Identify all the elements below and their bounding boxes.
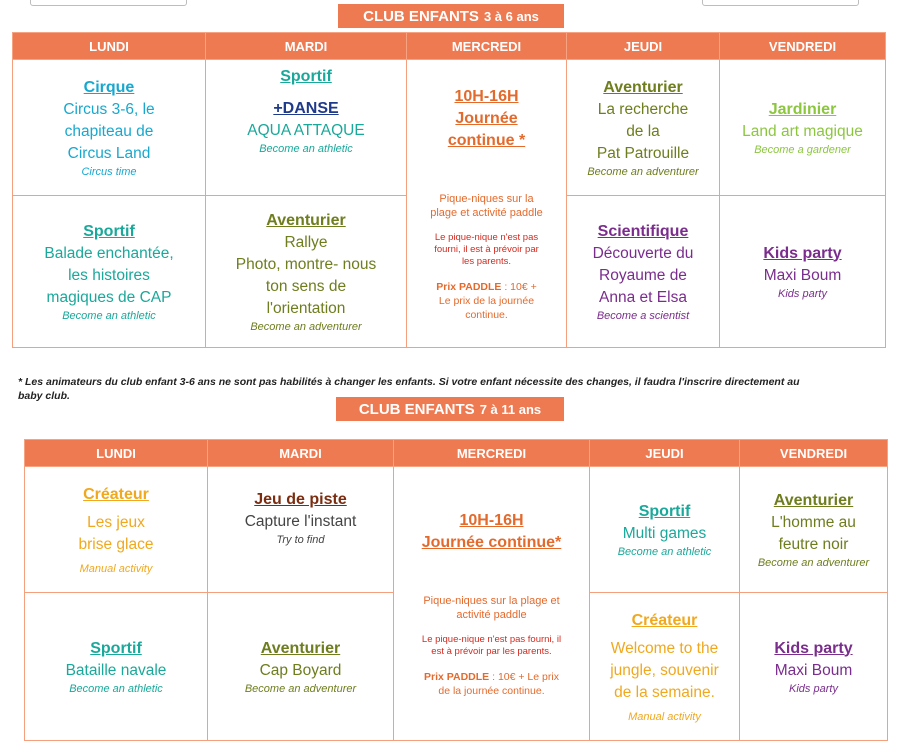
activity-description: feutre noir bbox=[778, 535, 849, 553]
header-jeudi: JEUDI bbox=[567, 33, 720, 60]
activity-description: ton sens de bbox=[265, 277, 347, 295]
wednesday-notice: Le pique-nique n'est pas fourni, il bbox=[421, 633, 562, 645]
activity-description: chapiteau de bbox=[64, 122, 154, 140]
wednesday-notice: fourni, il est à prévoir par bbox=[434, 243, 539, 255]
wednesday-hours: 10H-16H bbox=[459, 511, 524, 529]
wednesday-paddle-note: continue. bbox=[465, 308, 508, 321]
activity-english: Manual activity bbox=[79, 562, 153, 575]
wednesday-notice: les parents. bbox=[461, 255, 512, 267]
table-header-row bbox=[13, 33, 886, 60]
table-header-row bbox=[25, 440, 888, 467]
activity-description: les histoires bbox=[68, 266, 150, 284]
wednesday-hours: 10H-16H bbox=[454, 87, 519, 105]
activity-english: Become a scientist bbox=[596, 309, 690, 322]
wednesday-picnic: plage et activité paddle bbox=[430, 206, 543, 219]
activity-cell-mercredi bbox=[407, 60, 567, 348]
activity-category: Scientifique bbox=[597, 222, 689, 240]
wednesday-notice: Le pique-nique n'est pas bbox=[434, 231, 539, 243]
activity-cell-lundi bbox=[13, 196, 206, 348]
header-lundi: LUNDI bbox=[13, 33, 206, 60]
activity-category: Aventurier bbox=[603, 78, 683, 96]
activity-cell-jeudi bbox=[590, 467, 740, 593]
activity-english: Become an adventurer bbox=[250, 320, 362, 333]
activity-description: Royaume de bbox=[599, 266, 687, 284]
footnote-text: * Les animateurs du club enfant 3-6 ans ne sont pas habilités à changer les enfants. Si votre enfant nécessite des changes, il faudra l'inscrire directement au baby club. bbox=[18, 376, 800, 402]
top-left-frame bbox=[30, 0, 187, 6]
activity-description: Multi games bbox=[622, 524, 707, 542]
schedule-table-3-6 bbox=[12, 32, 886, 348]
activity-description: Rallye bbox=[284, 233, 328, 251]
activity-description: Bataille navale bbox=[65, 661, 167, 679]
activity-description: Les jeux bbox=[87, 513, 145, 531]
activity-english: Become an athletic bbox=[617, 545, 712, 558]
header-mardi: MARDI bbox=[208, 440, 394, 467]
club-7-11-age: 7 à 11 ans bbox=[479, 401, 542, 417]
activity-cell-vendredi bbox=[720, 196, 886, 348]
wednesday-paddle-price bbox=[410, 280, 563, 294]
activity-cell-mercredi bbox=[394, 467, 590, 741]
activity-description: Welcome to the bbox=[610, 639, 719, 657]
activity-description: brise glace bbox=[78, 535, 154, 553]
wednesday-title: Journée continue* bbox=[421, 533, 562, 551]
wednesday-notice: est à prévoir par les parents. bbox=[431, 645, 552, 657]
activity-cell-mardi bbox=[206, 60, 407, 196]
header-mercredi: MERCREDI bbox=[407, 33, 567, 60]
header-mardi: MARDI bbox=[206, 33, 407, 60]
activity-category: Kids party bbox=[774, 639, 853, 657]
activity-category: Jeu de piste bbox=[254, 491, 347, 508]
activity-english: Try to find bbox=[276, 534, 325, 546]
club-7-11-banner bbox=[336, 397, 564, 421]
activity-description: Cap Boyard bbox=[259, 661, 342, 679]
schedule-table-7-11 bbox=[24, 439, 888, 741]
header-vendredi: VENDREDI bbox=[740, 440, 888, 467]
activity-category-secondary: +DANSE bbox=[273, 100, 339, 117]
table-row bbox=[25, 467, 888, 593]
activity-description: Maxi Boum bbox=[774, 661, 853, 679]
activity-category: Kids party bbox=[763, 244, 842, 262]
activity-description: de la semaine. bbox=[614, 683, 715, 701]
wednesday-paddle-note: Le prix de la journée bbox=[438, 294, 535, 307]
activity-cell-mardi bbox=[208, 467, 394, 593]
wednesday-paddle-price bbox=[397, 670, 586, 684]
wednesday-picnic: Pique-niques sur la bbox=[439, 192, 534, 205]
header-vendredi: VENDREDI bbox=[720, 33, 886, 60]
activity-category: Cirque bbox=[83, 78, 135, 96]
wednesday-title: continue * bbox=[447, 131, 526, 149]
paddle-label: Prix PADDLE bbox=[436, 280, 502, 293]
activity-category: Sportif bbox=[638, 502, 691, 520]
activity-english: Manual activity bbox=[628, 710, 701, 723]
activity-english: Become an athletic bbox=[259, 143, 353, 155]
activity-english: Become an adventurer bbox=[757, 556, 870, 569]
club-3-6-title: CLUB ENFANTS bbox=[363, 7, 479, 25]
activity-description: AQUA ATTAQUE bbox=[247, 122, 365, 139]
activity-cell-jeudi bbox=[567, 60, 720, 196]
activity-description: Anna et Elsa bbox=[599, 288, 687, 306]
activity-english: Become an athletic bbox=[69, 682, 163, 695]
activity-description: Capture l'instant bbox=[244, 513, 357, 530]
paddle-label: Prix PADDLE bbox=[424, 670, 490, 683]
activity-cell-mardi bbox=[206, 196, 407, 348]
activity-description: Circus Land bbox=[67, 144, 151, 162]
activity-description: de la bbox=[626, 122, 660, 140]
activity-category: Aventurier bbox=[260, 639, 341, 657]
header-jeudi: JEUDI bbox=[590, 440, 740, 467]
activity-english: Become a gardener bbox=[754, 143, 851, 156]
activity-english: Become an adventurer bbox=[587, 165, 699, 178]
activity-english: Kids party bbox=[778, 287, 827, 300]
activity-description: Maxi Boum bbox=[763, 266, 842, 284]
activity-cell-jeudi bbox=[567, 196, 720, 348]
activity-description: L'homme au bbox=[771, 513, 856, 531]
club-3-6-banner bbox=[338, 4, 564, 28]
activity-description: La recherche bbox=[597, 100, 689, 118]
activity-description: Découverte du bbox=[592, 244, 694, 262]
activity-english: Circus time bbox=[81, 165, 137, 178]
wednesday-title: Journée bbox=[455, 109, 518, 127]
activity-cell-vendredi bbox=[740, 467, 888, 593]
activity-cell-vendredi bbox=[740, 593, 888, 741]
header-mercredi: MERCREDI bbox=[394, 440, 590, 467]
activity-description: Pat Patrouille bbox=[596, 144, 690, 162]
activity-description: Land art magique bbox=[742, 122, 863, 140]
activity-category: Créateur bbox=[83, 485, 149, 503]
activity-description: l'orientation bbox=[266, 299, 346, 317]
activity-cell-jeudi bbox=[590, 593, 740, 741]
activity-description: magiques de CAP bbox=[46, 288, 172, 306]
activity-description: Photo, montre- nous bbox=[235, 255, 377, 273]
activity-cell-lundi bbox=[13, 60, 206, 196]
activity-english: Kids party bbox=[789, 682, 838, 695]
activity-category: Aventurier bbox=[266, 211, 346, 229]
activity-english: Become an athletic bbox=[62, 309, 156, 322]
paddle-price: : 10€ + bbox=[501, 280, 537, 293]
wednesday-paddle-note: de la journée continue. bbox=[438, 684, 545, 697]
activity-category: Sportif bbox=[83, 222, 135, 240]
activity-cell-vendredi bbox=[720, 60, 886, 196]
activity-cell-lundi bbox=[25, 593, 208, 741]
activity-description: Circus 3-6, le bbox=[63, 100, 155, 118]
club-7-11-title: CLUB ENFANTS bbox=[358, 400, 475, 418]
activity-description: Balade enchantée, bbox=[44, 244, 174, 262]
wednesday-picnic: activité paddle bbox=[456, 608, 527, 621]
activity-cell-mardi bbox=[208, 593, 394, 741]
activity-category: Aventurier bbox=[773, 491, 854, 509]
club-3-6-age: 3 à 6 ans bbox=[483, 8, 539, 24]
activity-category: Jardinier bbox=[768, 100, 837, 118]
activity-category: Créateur bbox=[631, 611, 698, 629]
header-lundi: LUNDI bbox=[25, 440, 208, 467]
paddle-price: : 10€ + Le prix bbox=[489, 670, 559, 683]
table-row bbox=[13, 60, 886, 196]
activity-description: jungle, souvenir bbox=[610, 661, 719, 679]
activity-cell-lundi bbox=[25, 467, 208, 593]
wednesday-picnic: Pique-niques sur la plage et bbox=[423, 594, 560, 607]
top-right-frame bbox=[702, 0, 859, 6]
activity-category: Sportif bbox=[280, 68, 332, 85]
activity-english: Become an adventurer bbox=[244, 682, 357, 695]
activity-category: Sportif bbox=[90, 639, 142, 657]
